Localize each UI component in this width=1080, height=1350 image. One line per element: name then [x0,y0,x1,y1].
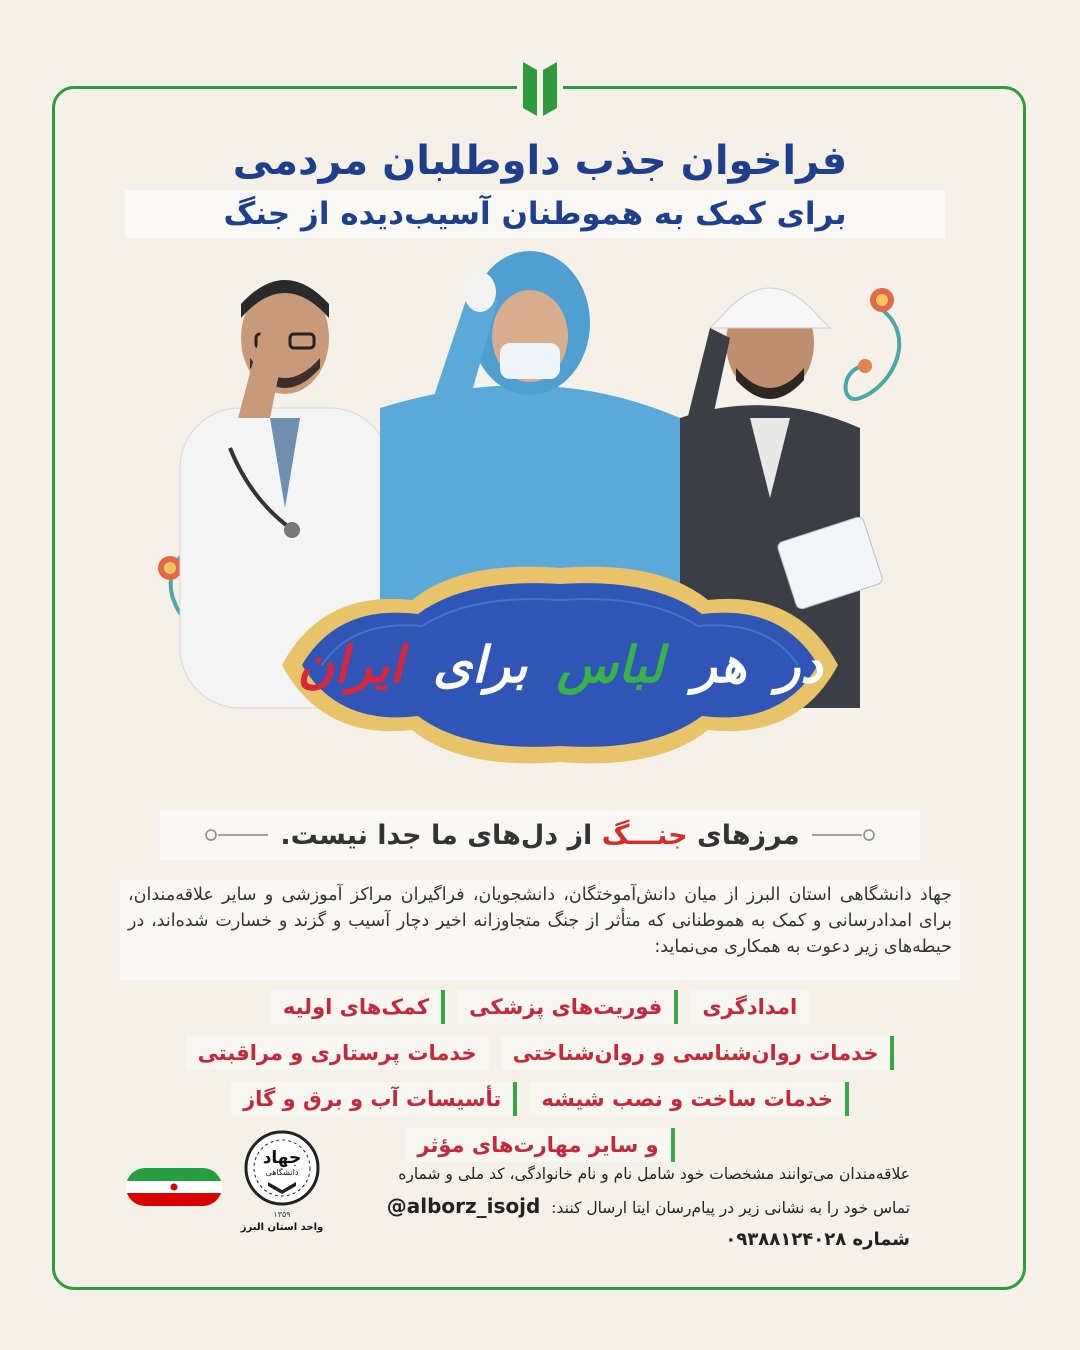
slogan-highlight: جنـــگ [601,819,688,851]
field-item: کمک‌های اولیه [271,990,445,1024]
slogan-after: از دل‌های ما جدا نیست. [280,819,593,851]
ornament-icon [198,828,268,842]
plaque-text [262,635,858,694]
logo-year: ۱۳۵۹ [273,1210,291,1219]
phone-number[interactable]: شماره ۰۹۳۸۸۱۲۴۰۲۸ [725,1229,910,1250]
plaque-word-5: ایران [297,635,404,694]
slogan-before: مرزهای [696,819,800,851]
field-item: امدادگری [690,990,809,1024]
field-item: فوریت‌های پزشکی [457,990,678,1024]
logo-sub: دانشگاهی [265,1168,299,1177]
fields-list [100,990,980,1162]
intro-paragraph: جهاد دانشگاهی استان البرز از میان دانش‌آموختگان، دانشجویان، فراگیران مراکز آموزشی و سایر علاقه‌مندان، برای امدادرسانی و کمک به هموطنانی که متأثر از جنگ متجاوزانه اخیر دچار آسیب و گزند و خسارت شده‌اند، در حیطه‌های زیر دعوت به همکاری می‌نماید: [120,880,960,980]
plaque-word-4: برای [432,635,528,694]
plaque-word-2: هر [692,635,747,694]
slogan-text [280,820,799,851]
plaque-word-3: لباس [556,635,664,694]
jahad-daneshgahi-logo [236,1128,328,1238]
field-item: تأسیسات آب و برق و گاز [231,1082,517,1116]
contact-line-1: علاقه‌مندان می‌توانند مشخصات خود شامل نام و نام خانوادگی، کد ملی و شماره [398,1165,910,1183]
iran-flag-icon [126,1168,222,1206]
field-item: خدمات روان‌شناسی و روان‌شناختی [501,1036,895,1070]
eitaa-handle-link[interactable]: @alborz_isojd [386,1194,541,1218]
contact-line-2-text: تماس خود را به نشانی زیر در پیام‌رسان ایتا ارسال کنند: [551,1199,910,1217]
slogan-row [160,810,920,860]
book-logo-icon [517,58,563,120]
ornament-icon [812,828,882,842]
page-subtitle: برای کمک به هموطنان آسیب‌دیده از جنگ [125,190,945,238]
page-title: فراخوان جذب داوطلبان مردمی [232,138,848,184]
field-item: خدمات ساخت و نصب شیشه [529,1082,849,1116]
contact-block [370,1158,910,1256]
contact-line-2 [370,1190,910,1224]
field-item: خدمات پرستاری و مراقبتی [186,1036,489,1070]
floral-ornament-right [846,288,900,399]
field-item: و سایر مهارت‌های مؤثر [405,1128,674,1162]
logo-name: جهاد [262,1148,302,1168]
logo-unit: واحد استان البرز [240,1222,324,1233]
plaque-word-1: در [776,635,823,694]
